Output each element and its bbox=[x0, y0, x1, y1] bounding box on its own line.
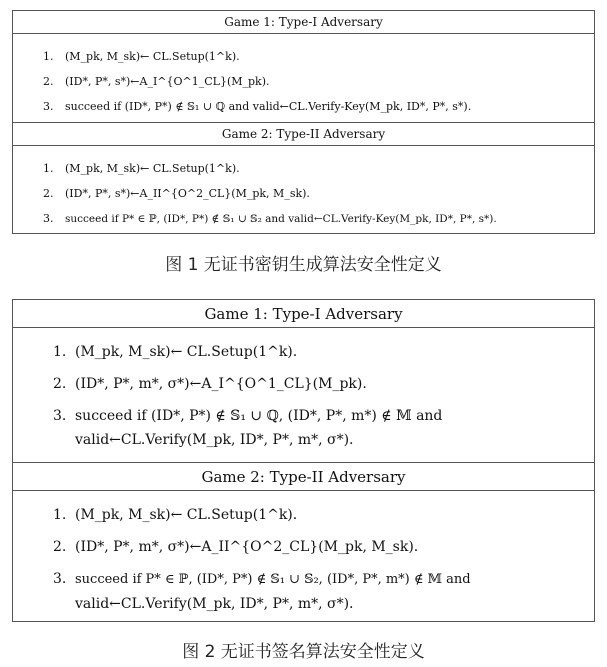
step-number: 2. bbox=[43, 75, 54, 88]
step-text: succeed if P* ∈ ℙ, (ID*, P*) ∉ 𝕊₁ ∪ 𝕊₂ and valid←CL.Verify-Key(M_pk, ID*, P*, s*). bbox=[65, 213, 497, 225]
step-text: (M_pk, M_sk)← CL.Setup(1^k). bbox=[75, 507, 298, 523]
game-2-title: Game 2: Type-II Adversary bbox=[13, 123, 594, 146]
step-item bbox=[53, 372, 580, 396]
step-number: 3. bbox=[43, 100, 54, 113]
game-2-steps bbox=[13, 146, 594, 234]
step-text: (M_pk, M_sk)← CL.Setup(1^k). bbox=[75, 344, 298, 360]
step-number: 1. bbox=[43, 50, 54, 63]
step-text: (M_pk, M_sk)← CL.Setup(1^k). bbox=[65, 162, 240, 175]
step-number: 1. bbox=[43, 162, 54, 175]
step-text: (M_pk, M_sk)← CL.Setup(1^k). bbox=[65, 50, 240, 63]
step-text: (ID*, P*, m*, σ*)←A_II^{O^2_CL}(M_pk, M_sk). bbox=[75, 539, 419, 555]
step-number: 1. bbox=[53, 507, 67, 523]
step-item bbox=[53, 567, 580, 616]
figure-2-box bbox=[12, 299, 595, 622]
step-text: (ID*, P*, s*)←A_II^{O^2_CL}(M_pk, M_sk). bbox=[65, 187, 310, 200]
game-2-steps bbox=[13, 491, 594, 623]
step-text: succeed if P* ∈ ℙ, (ID*, P*) ∉ 𝕊₁ ∪ 𝕊₂, (ID*, P*, m*) ∉ 𝕄 and bbox=[75, 572, 471, 587]
game-1-title: Game 1: Type-I Adversary bbox=[13, 11, 594, 34]
step-item bbox=[43, 69, 594, 94]
step-item bbox=[43, 44, 594, 69]
game-1-steps bbox=[13, 328, 594, 463]
figure-1-caption: 图 1 无证书密钥生成算法安全性定义 bbox=[165, 255, 442, 275]
game-1-steps bbox=[13, 34, 594, 123]
game-1-title: Game 1: Type-I Adversary bbox=[13, 300, 594, 328]
step-number: 1. bbox=[53, 344, 67, 360]
figure-1-box bbox=[12, 10, 595, 234]
step-text: succeed if (ID*, P*) ∉ 𝕊₁ ∪ ℚ, (ID*, P*, m*) ∉ 𝕄 and bbox=[75, 408, 443, 424]
step-number: 2. bbox=[43, 187, 54, 200]
step-item bbox=[43, 156, 594, 181]
step-text-continued: valid←CL.Verify(M_pk, ID*, P*, m*, σ*). bbox=[75, 432, 354, 448]
step-item bbox=[53, 404, 580, 452]
figure-2-caption: 图 2 无证书签名算法安全性定义 bbox=[182, 642, 425, 662]
step-item bbox=[53, 503, 580, 527]
step-item bbox=[43, 206, 594, 231]
step-number: 3. bbox=[43, 212, 54, 225]
step-text: (ID*, P*, m*, σ*)←A_I^{O^1_CL}(M_pk). bbox=[75, 376, 367, 392]
step-number: 2. bbox=[53, 376, 67, 392]
step-item bbox=[43, 94, 594, 119]
step-number: 3. bbox=[53, 571, 67, 587]
step-text-continued: valid←CL.Verify(M_pk, ID*, P*, m*, σ*). bbox=[75, 596, 354, 612]
step-text: (ID*, P*, s*)←A_I^{O^1_CL}(M_pk). bbox=[65, 75, 270, 88]
step-item bbox=[53, 535, 580, 559]
step-number: 3. bbox=[53, 408, 67, 424]
step-number: 2. bbox=[53, 539, 67, 555]
step-text: succeed if (ID*, P*) ∉ 𝕊₁ ∪ ℚ and valid←CL.Verify-Key(M_pk, ID*, P*, s*). bbox=[65, 100, 472, 113]
game-2-title: Game 2: Type-II Adversary bbox=[13, 463, 594, 491]
step-item bbox=[43, 181, 594, 206]
step-item bbox=[53, 340, 580, 364]
